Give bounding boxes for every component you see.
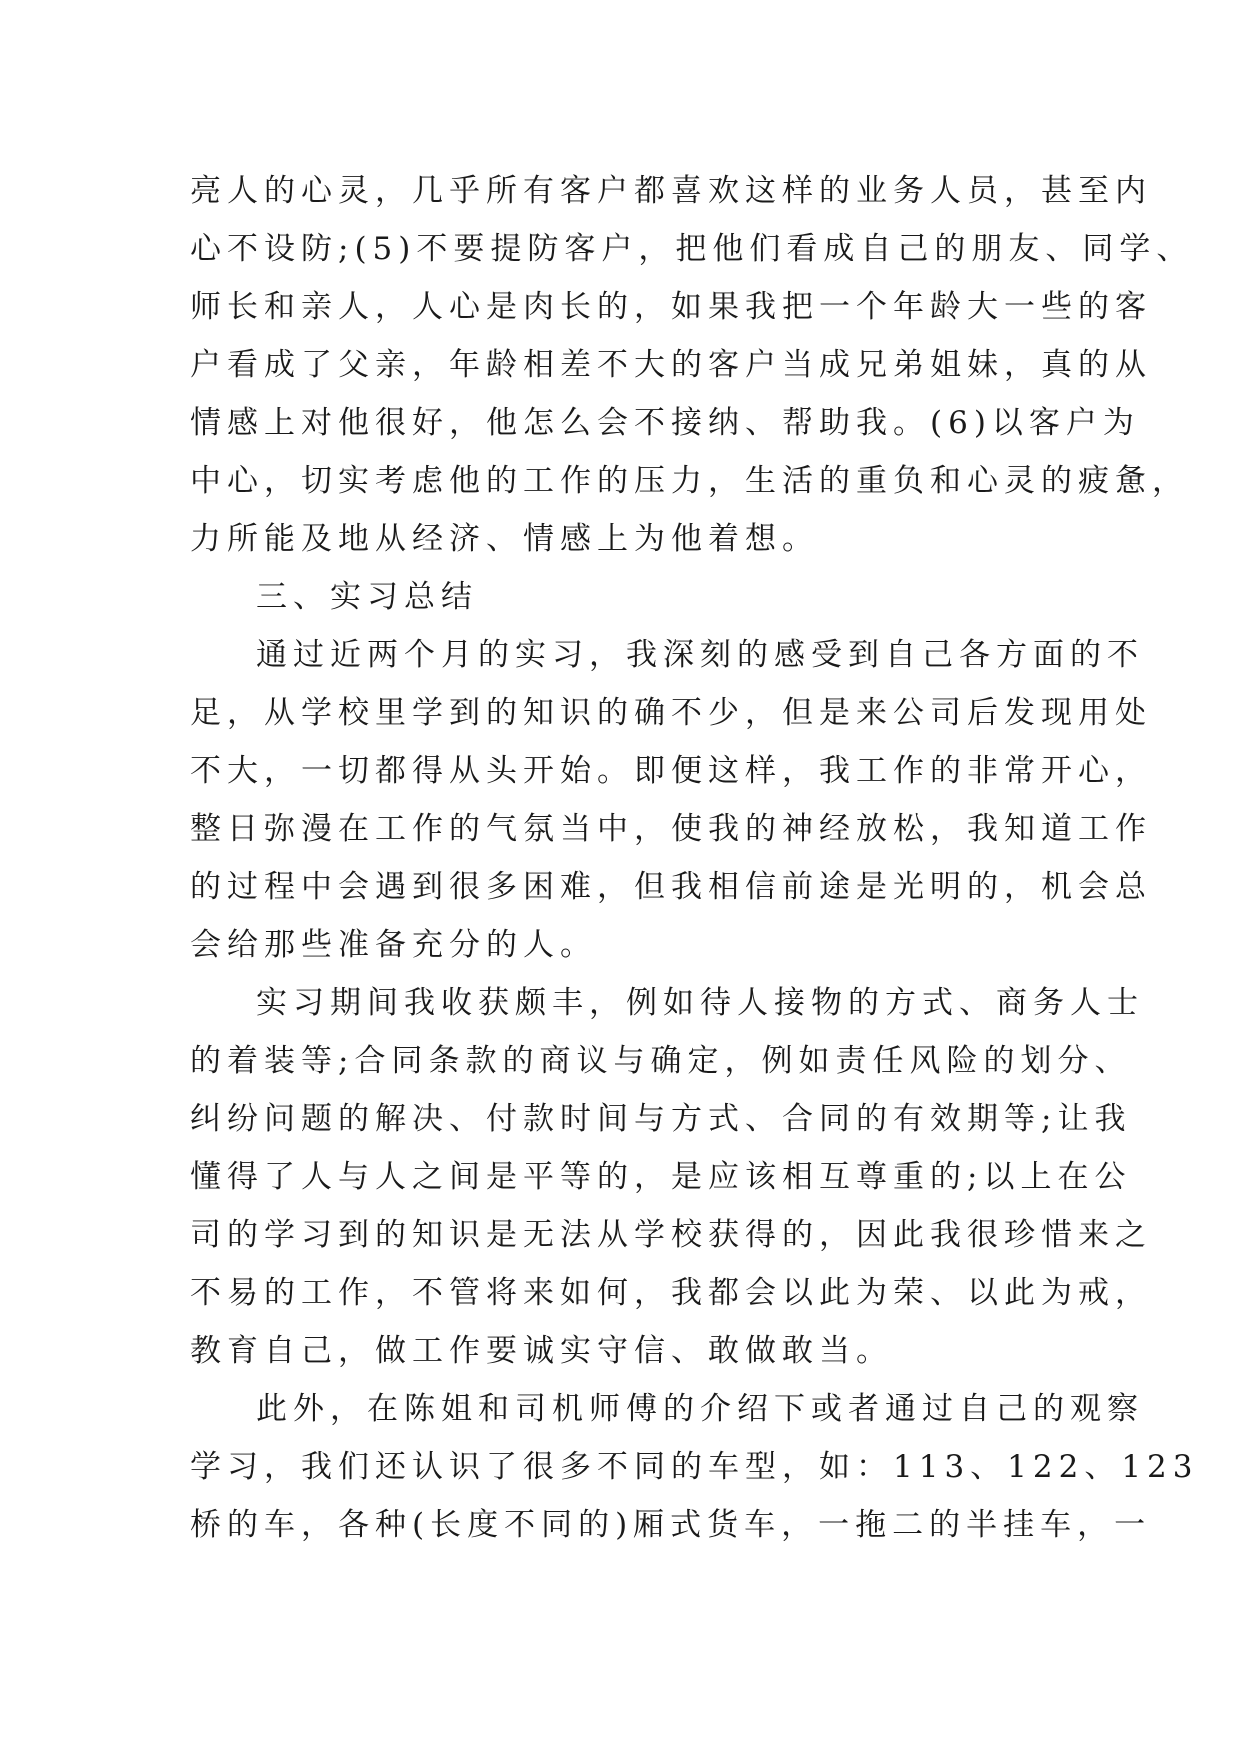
document-body	[190, 162, 1199, 1554]
text-line: 桥的车，各种(长度不同的)厢式货车，一拖二的半挂车，一	[190, 1507, 1152, 1543]
text-line: 司的学习到的知识是无法从学校获得的，因此我很珍惜来之	[190, 1217, 1152, 1253]
paragraph-first-line: 实习期间我收获颇丰，例如待人接物的方式、商务人士	[256, 985, 1144, 1021]
paragraph-first-line: 通过近两个月的实习，我深刻的感受到自己各方面的不	[256, 637, 1144, 673]
text-line: 情感上对他很好，他怎么会不接纳、帮助我。(6)以客户为	[190, 405, 1140, 441]
text-line: 的过程中会遇到很多困难，但我相信前途是光明的，机会总	[190, 869, 1152, 905]
text-line: 的着装等;合同条款的商议与确定，例如责任风险的划分、	[190, 1043, 1132, 1079]
text-line: 学习，我们还认识了很多不同的车型，如：113、122、123	[190, 1449, 1199, 1485]
text-line: 户看成了父亲，年龄相差不大的客户当成兄弟姐妹，真的从	[190, 347, 1152, 383]
text-line: 力所能及地从经济、情感上为他着想。	[190, 521, 819, 557]
text-line: 心不设防;(5)不要提防客户，把他们看成自己的朋友、同学、	[190, 231, 1194, 267]
text-line: 师长和亲人，人心是肉长的，如果我把一个年龄大一些的客	[190, 289, 1152, 325]
text-line: 纠纷问题的解决、付款时间与方式、合同的有效期等;让我	[190, 1101, 1132, 1137]
text-line: 懂得了人与人之间是平等的，是应该相互尊重的;以上在公	[190, 1159, 1132, 1195]
text-line: 不大，一切都得从头开始。即便这样，我工作的非常开心，	[190, 753, 1152, 789]
text-line: 会给那些准备充分的人。	[190, 927, 597, 963]
section-heading: 三、实习总结	[256, 579, 478, 615]
text-line: 足，从学校里学到的知识的确不少，但是来公司后发现用处	[190, 695, 1152, 731]
paragraph-first-line: 此外，在陈姐和司机师傅的介绍下或者通过自己的观察	[256, 1391, 1144, 1427]
text-line: 整日弥漫在工作的气氛当中，使我的神经放松，我知道工作	[190, 811, 1152, 847]
text-line: 不易的工作，不管将来如何，我都会以此为荣、以此为戒，	[190, 1275, 1152, 1311]
text-line: 亮人的心灵，几乎所有客户都喜欢这样的业务人员，甚至内	[190, 173, 1152, 209]
text-line: 中心，切实考虑他的工作的压力，生活的重负和心灵的疲惫，	[190, 463, 1189, 499]
text-line: 教育自己，做工作要诚实守信、敢做敢当。	[190, 1333, 893, 1369]
